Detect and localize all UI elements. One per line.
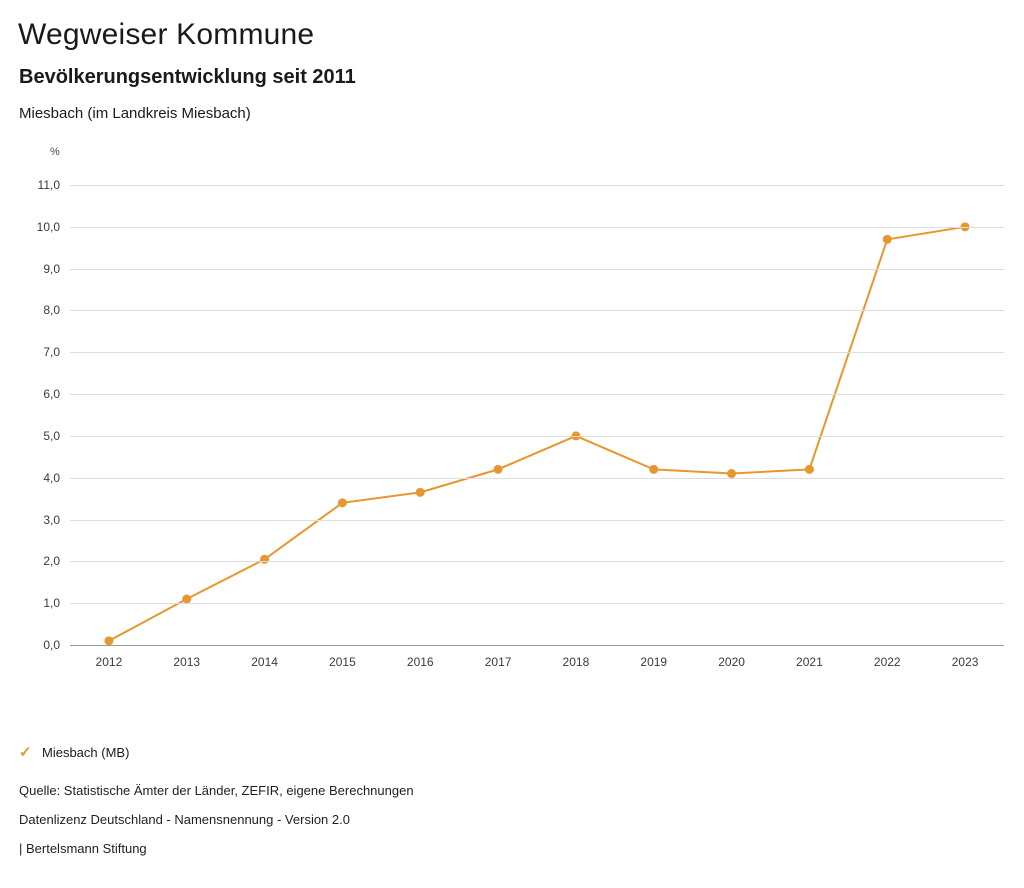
y-axis-tick-label: 0,0 xyxy=(43,638,60,652)
data-point[interactable] xyxy=(727,469,736,478)
line-chart xyxy=(0,160,1024,720)
x-axis-tick-label: 2012 xyxy=(95,655,123,669)
data-point[interactable] xyxy=(805,465,814,474)
series-line xyxy=(109,227,965,641)
page-title: Wegweiser Kommune xyxy=(18,18,315,51)
chart-legend[interactable] xyxy=(19,745,129,760)
y-axis-tick-label: 7,0 xyxy=(43,345,60,360)
gridline xyxy=(43,387,1004,402)
gridline xyxy=(43,345,1004,360)
x-axis-tick-label: 2022 xyxy=(873,655,901,669)
footnotes xyxy=(19,783,414,870)
data-point[interactable] xyxy=(182,595,191,604)
x-axis-tick-label: 2020 xyxy=(718,655,745,669)
gridline xyxy=(37,178,1004,192)
chart-region-label: Miesbach (im Landkreis Miesbach) xyxy=(19,105,251,122)
gridline xyxy=(43,470,1004,485)
y-axis-tick-label: 1,0 xyxy=(43,596,60,611)
chart-subtitle: Bevölkerungsentwicklung seit 2011 xyxy=(19,66,356,88)
data-point[interactable] xyxy=(104,636,113,645)
y-axis-tick-label: 6,0 xyxy=(43,387,60,402)
gridline xyxy=(43,596,1004,611)
x-axis-tick-label: 2013 xyxy=(173,655,201,669)
y-axis-tick-label: 11,0 xyxy=(37,178,60,192)
y-axis-tick-label: 3,0 xyxy=(43,512,60,527)
footnote-source: Quelle: Statistische Ämter der Länder, ZEFIR, eigene Berechnungen xyxy=(19,783,414,798)
y-axis-unit-label: % xyxy=(50,146,60,158)
footnote-license: Datenlizenz Deutschland - Namensnennung - Version 2.0 xyxy=(19,812,350,827)
data-point[interactable] xyxy=(883,235,892,244)
x-axis-tick-label: 2015 xyxy=(329,655,356,669)
x-axis-tick-label: 2019 xyxy=(640,655,668,669)
check-icon: ✓ xyxy=(19,743,32,761)
data-point[interactable] xyxy=(494,465,503,474)
data-point[interactable] xyxy=(260,555,269,564)
series-miesbach xyxy=(70,185,1004,645)
plot-area xyxy=(36,178,1004,652)
y-axis-tick-label: 9,0 xyxy=(43,261,60,276)
gridline xyxy=(43,512,1004,527)
gridline xyxy=(43,554,1004,569)
x-axis-line xyxy=(70,645,1004,646)
gridline xyxy=(43,428,1004,443)
y-axis-tick-label: 10,0 xyxy=(36,219,60,234)
legend-item-label: Miesbach (MB) xyxy=(42,745,130,760)
y-axis-tick-label: 8,0 xyxy=(43,303,60,318)
x-axis-tick-label: 2023 xyxy=(951,655,979,669)
data-point[interactable] xyxy=(338,498,347,507)
footnote-publisher: | Bertelsmann Stiftung xyxy=(19,841,147,856)
gridline xyxy=(36,219,1004,234)
x-axis-tick-label: 2021 xyxy=(796,655,823,669)
y-axis-tick-label: 2,0 xyxy=(43,554,60,569)
gridline xyxy=(43,303,1004,318)
data-point[interactable] xyxy=(416,488,425,497)
x-axis-tick-label: 2017 xyxy=(484,655,512,669)
x-axis-tick-label: 2014 xyxy=(251,655,278,669)
y-axis-tick-label: 5,0 xyxy=(43,428,60,443)
gridline xyxy=(43,261,1004,276)
data-point[interactable] xyxy=(649,465,658,474)
x-axis-tick-label: 2018 xyxy=(562,655,590,669)
x-axis-tick-label: 2016 xyxy=(406,655,434,669)
y-axis-tick-label: 4,0 xyxy=(43,470,60,485)
